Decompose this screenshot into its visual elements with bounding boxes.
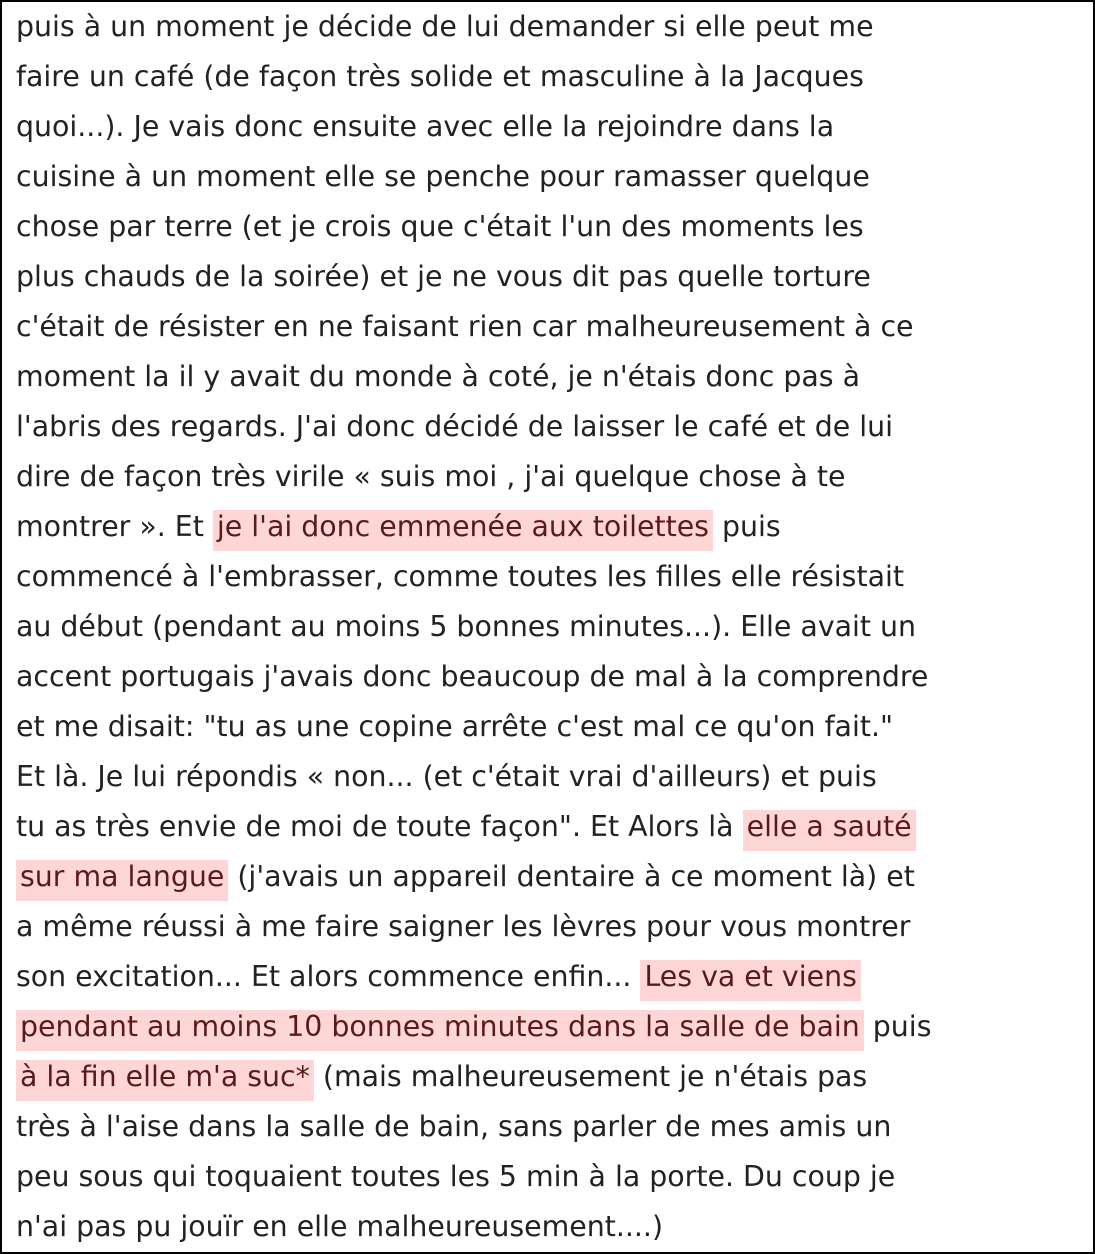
- text-segment: son excitation... Et alors commence enfin...: [16, 960, 641, 993]
- highlighted-text: pendant au moins 10 bonnes minutes dans la salle de bain: [16, 1010, 864, 1051]
- text-segment: Et là. Je lui répondis « non... (et c'était vrai d'ailleurs) et puis: [16, 760, 877, 793]
- text-segment: au début (pendant au moins 5 bonnes minutes...). Elle avait un: [16, 610, 917, 643]
- text-line: [16, 652, 1088, 702]
- highlighted-text: sur ma langue: [16, 860, 228, 901]
- text-segment: quoi...). Je vais donc ensuite avec elle la rejoindre dans la: [16, 110, 835, 143]
- text-line: [16, 1202, 1088, 1252]
- text-segment: cuisine à un moment elle se penche pour ramasser quelque: [16, 160, 870, 193]
- text-line: [16, 902, 1088, 952]
- text-line: [16, 1102, 1088, 1152]
- text-segment: n'ai pas pu jouïr en elle malheureusement....): [16, 1210, 664, 1243]
- text-line: [16, 202, 1088, 252]
- text-line: [16, 402, 1088, 452]
- text-segment: accent portugais j'avais donc beaucoup de mal à la comprendre: [16, 660, 929, 693]
- text-line: [16, 702, 1088, 752]
- text-segment: chose par terre (et je crois que c'était l'un des moments les: [16, 210, 864, 243]
- text-segment: très à l'aise dans la salle de bain, sans parler de mes amis un: [16, 1110, 892, 1143]
- text-segment: puis: [712, 510, 781, 543]
- text-segment: et me disait: "tu as une copine arrête c'est mal ce qu'on fait.": [16, 710, 894, 743]
- text-line: [16, 1002, 1088, 1052]
- text-segment: puis: [863, 1010, 932, 1043]
- text-line: [16, 752, 1088, 802]
- text-segment: plus chauds de la soirée) et je ne vous dit pas quelle torture: [16, 260, 871, 293]
- text-segment: l'abris des regards. J'ai donc décidé de laisser le café et de lui: [16, 410, 893, 443]
- text-segment: (j'avais un appareil dentaire à ce moment là) et: [228, 860, 915, 893]
- text-segment: dire de façon très virile « suis moi , j'ai quelque chose à te: [16, 460, 846, 493]
- text-line: [16, 852, 1088, 902]
- text-segment: puis à un moment je décide de lui demander si elle peut me: [16, 10, 874, 43]
- text-segment: a même réussi à me faire saigner les lèvres pour vous montrer: [16, 910, 911, 943]
- text-line: [16, 252, 1088, 302]
- highlighted-text: Les va et viens: [640, 960, 860, 1001]
- text-line: [16, 802, 1088, 852]
- text-segment: faire un café (de façon très solide et masculine à la Jacques: [16, 60, 864, 93]
- text-line: [16, 452, 1088, 502]
- highlighted-text: à la fin elle m'a suc*: [16, 1060, 314, 1101]
- text-line: [16, 1052, 1088, 1102]
- text-segment: (mais malheureusement je n'étais pas: [313, 1060, 868, 1093]
- text-segment: moment la il y avait du monde à coté, je n'étais donc pas à: [16, 360, 861, 393]
- text-segment: c'était de résister en ne faisant rien car malheureusement à ce: [16, 310, 914, 343]
- text-line: [16, 102, 1088, 152]
- text-line: [16, 1152, 1088, 1202]
- highlighted-text: elle a sauté: [743, 810, 916, 851]
- text-line: [16, 2, 1088, 52]
- text-line: [16, 952, 1088, 1002]
- highlighted-text: je l'ai donc emmenée aux toilettes: [213, 510, 713, 551]
- text-line: [16, 602, 1088, 652]
- text-line: [16, 152, 1088, 202]
- text-line: [16, 552, 1088, 602]
- text-line: [16, 302, 1088, 352]
- text-segment: peu sous qui toquaient toutes les 5 min à la porte. Du coup je: [16, 1160, 896, 1193]
- text-line: [16, 52, 1088, 102]
- text-line: [16, 502, 1088, 552]
- text-segment: commencé à l'embrasser, comme toutes les filles elle résistait: [16, 560, 905, 593]
- text-segment: montrer ». Et: [16, 510, 213, 543]
- text-segment: tu as très envie de moi de toute façon". Et Alors là: [16, 810, 743, 843]
- story-text: [16, 2, 1088, 1252]
- text-line: [16, 352, 1088, 402]
